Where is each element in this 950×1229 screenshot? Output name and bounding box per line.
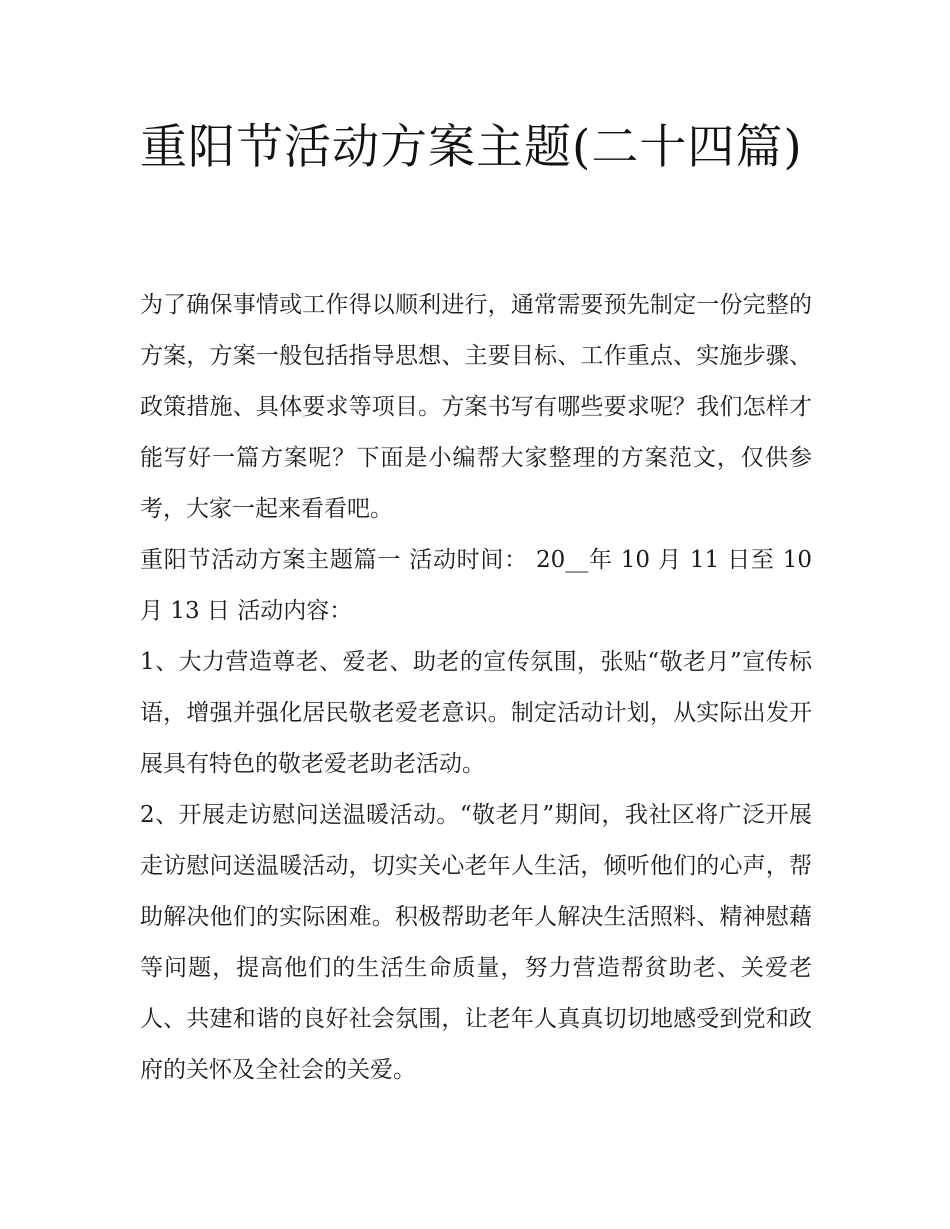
paragraph-activity-time: 重阳节活动方案主题篇一 活动时间： 20__年 10 月 11 日至 10 月 13 日 活动内容： [140, 547, 812, 624]
document-body [140, 280, 812, 1096]
paragraph-item-1: 1、大力营造尊老、爱老、助老的宣传氛围，张贴“敬老月”宣传标语，增强并强化居民敬老爱老意识。制定活动计划，从实际出发开展具有特色的敬老爱老助老活动。 [140, 649, 812, 777]
paragraph-intro: 为了确保事情或工作得以顺利进行，通常需要预先制定一份完整的方案，方案一般包括指导思想、主要目标、工作重点、实施步骤、政策措施、具体要求等项目。方案书写有哪些要求呢？我们怎样才能写好一篇方案呢？下面是小编帮大家整理的方案范文，仅供参考，大家一起来看看吧。 [140, 292, 812, 522]
paragraph-item-2: 2、开展走访慰问送温暖活动。“敬老月”期间，我社区将广泛开展走访慰问送温暖活动，切实关心老年人生活，倾听他们的心声，帮助解决他们的实际困难。积极帮助老年人解决生活照料、精神慰藉等问题，提高他们的生活生命质量，努力营造帮贫助老、关爱老人、共建和谐的良好社会氛围，让老年人真真切切地感受到党和政府的关怀及全社会的关爱。 [140, 802, 812, 1083]
document-title: 重阳节活动方案主题(二十四篇) [140, 120, 803, 175]
